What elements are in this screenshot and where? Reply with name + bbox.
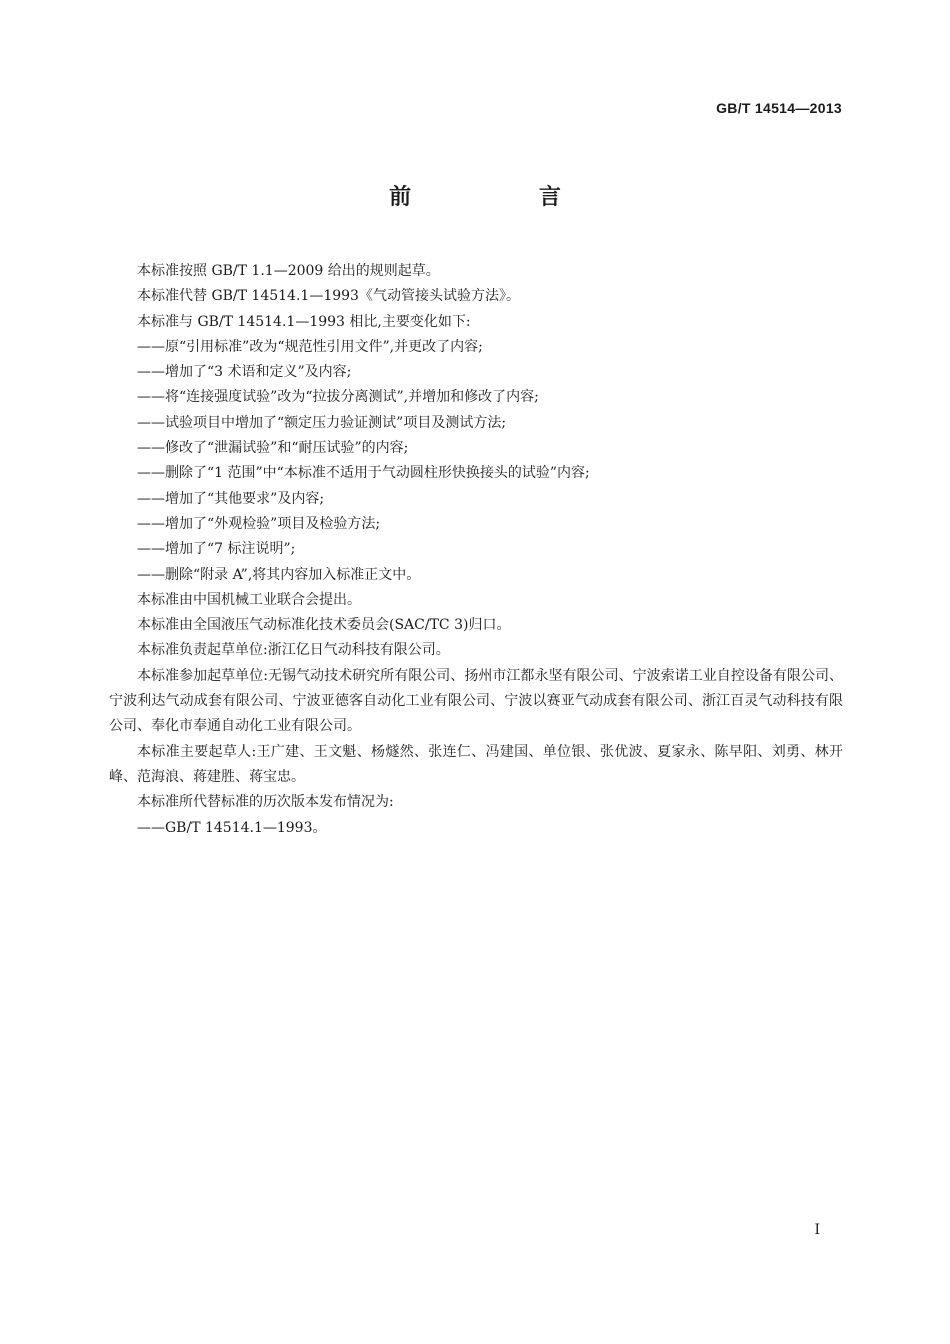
page-title: 前 言: [389, 185, 621, 210]
list-item: ——GB/T 14514.1—1993。: [137, 819, 327, 836]
list-item: ——试验项目中增加了“额定压力验证测试”项目及测试方法;: [137, 414, 507, 431]
list-item: ——删除了“1 范围”中“本标准不适用于气动圆柱形快换接头的试验”内容;: [137, 465, 590, 482]
paragraph: 本标准由中国机械工业联合会提出。: [137, 591, 361, 608]
list-item: ——删除“附录 A”,将其内容加入标准正文中。: [137, 566, 421, 583]
paragraph: 本标准负责起草单位:浙江亿日气动科技有限公司。: [137, 642, 450, 659]
list-item: ——增加了“3 术语和定义”及内容;: [137, 364, 352, 381]
paragraph: 本标准与 GB/T 14514.1—1993 相比,主要变化如下:: [137, 313, 471, 330]
paragraph: 本标准主要起草人:王广建、王文魁、杨燧然、张连仁、冯建国、单位银、张优波、夏家永、陈早阳、刘勇、林开峰、范海浪、蒋建胜、蒋宝忠。: [109, 743, 843, 785]
paragraph: 本标准由全国液压气动标准化技术委员会(SAC/TC 3)归口。: [137, 617, 511, 634]
paragraph: 本标准按照 GB/T 1.1—2009 给出的规则起草。: [137, 263, 440, 279]
list-item: ——修改了“泄漏试验”和“耐压试验”的内容;: [137, 440, 409, 457]
paragraph: 本标准所代替标准的历次版本发布情况为:: [137, 794, 394, 811]
list-item: ——增加了“7 标注说明”;: [137, 541, 296, 558]
foreword-body: [109, 259, 843, 841]
standard-code: GB/T 14514—2013: [716, 100, 842, 116]
list-item: ——将“连接强度试验”改为“拉拔分离测试”,并增加和修改了内容;: [137, 389, 539, 406]
list-item: ——增加了“其他要求”及内容;: [137, 490, 325, 507]
paragraph: 本标准代替 GB/T 14514.1—1993《气动管接头试验方法》。: [137, 288, 520, 305]
list-item: ——原“引用标准”改为“规范性引用文件”,并更改了内容;: [137, 338, 483, 355]
page-number: I: [814, 1222, 820, 1238]
list-item: ——增加了“外观检验”项目及检验方法;: [137, 515, 381, 532]
paragraph: 本标准参加起草单位:无锡气动技术研究所有限公司、扬州市江都永坚有限公司、宁波索诺工业自控设备有限公司、宁波利达气动成套有限公司、宁波亚德客自动化工业有限公司、宁波以赛亚气动成套有限公司、浙江百灵气动科技有限公司、奉化市奉通自动化工业有限公司。: [109, 667, 843, 735]
